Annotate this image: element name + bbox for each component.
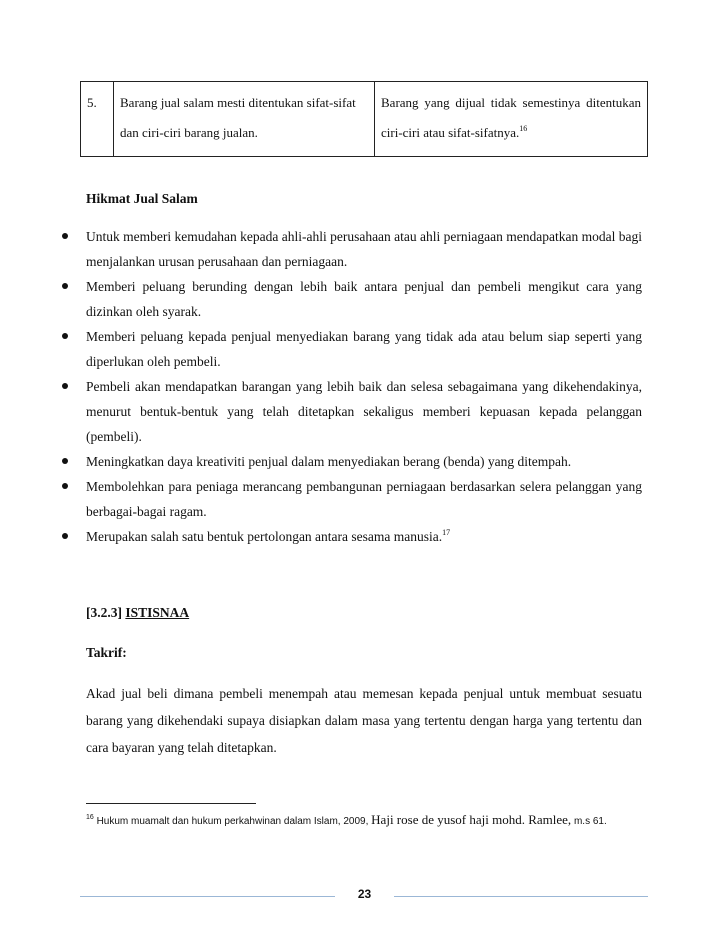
list-item-text: Meningkatkan daya kreativiti penjual dalam menyediakan berang (benda) yang ditempah. <box>86 454 572 469</box>
list-item <box>86 474 642 524</box>
list-item-text: Membolehkan para peniaga merancang pembangunan perniagaan berdasarkan selera pelanggan yang berbagai-bagai ragam. <box>86 479 642 519</box>
footnote-separator <box>86 803 256 804</box>
bullet-icon <box>62 233 68 239</box>
list-item-text: Memberi peluang berunding dengan lebih baik antara penjual dan pembeli mengikut cara yang dizinkan oleh syarak. <box>86 279 642 319</box>
page-footer-rule-left <box>80 896 335 897</box>
list-item <box>86 324 642 374</box>
footnote-ref: 16 <box>519 124 528 133</box>
comparison-cell <box>375 82 648 157</box>
comparison-table <box>80 81 648 157</box>
takrif-heading: Takrif: <box>86 645 127 660</box>
bullet-icon <box>62 283 68 289</box>
table-row <box>81 82 648 157</box>
section-title: ISTISNAA <box>125 605 190 620</box>
hikmat-list <box>86 224 642 549</box>
list-item-text: Merupakan salah satu bentuk pertolongan antara sesama manusia. <box>86 529 443 544</box>
comparison-text: Barang yang dijual tidak semestinya ditentukan ciri-ciri atau sifat-sifatnya. <box>381 95 641 140</box>
footnote-ref: 17 <box>442 528 451 537</box>
footnote-source: Hukum muamalt dan hukum perkahwinan dalam Islam, 2009, <box>96 816 369 827</box>
row-number: 5. <box>81 82 114 157</box>
list-item <box>86 224 642 274</box>
list-item-text: Memberi peluang kepada penjual menyediakan barang yang tidak ada atau belum siap seperti yang diperlukan oleh pembeli. <box>86 329 642 369</box>
hikmat-heading: Hikmat Jual Salam <box>86 191 198 206</box>
list-item-text: Untuk memberi kemudahan kepada ahli-ahli perusahaan atau ahli perniagaan mendapatkan modal bagi menjalankan urusan perusahaan dan perniagaan. <box>86 229 642 269</box>
bullet-icon <box>62 333 68 339</box>
page-number: 23 <box>357 887 372 901</box>
bullet-icon <box>62 483 68 489</box>
bullet-icon <box>62 458 68 464</box>
page-footer-rule-right <box>394 896 648 897</box>
salam-cell: Barang jual salam mesti ditentukan sifat-sifat dan ciri-ciri barang jualan. <box>114 82 375 157</box>
footnote-author: Haji rose de yusof haji mohd. Ramlee, <box>371 812 572 827</box>
list-item-text: Pembeli akan mendapatkan barangan yang lebih baik dan selesa sebagaimana yang dikehendakinya, menurut bentuk-bentuk yang telah ditetapkan sekaligus memberi kepuasan kepada pelanggan (pembeli). <box>86 379 642 444</box>
takrif-paragraph: Akad jual beli dimana pembeli menempah atau memesan kepada penjual untuk membuat sesuatu barang yang dikehendaki supaya disiapkan dalam masa yang tertentu dengan harga yang tertentu dan cara bayaran yang telah ditetapkan. <box>86 686 642 755</box>
footnote-number: 16 <box>86 814 94 821</box>
section-number: [3.2.3] <box>86 605 122 620</box>
section-heading <box>86 605 189 621</box>
footnote <box>86 809 646 833</box>
bullet-icon <box>62 533 68 539</box>
list-item <box>86 524 642 549</box>
list-item <box>86 274 642 324</box>
bullet-icon <box>62 383 68 389</box>
list-item <box>86 374 642 449</box>
list-item <box>86 449 642 474</box>
footnote-page: m.s 61. <box>573 816 607 827</box>
